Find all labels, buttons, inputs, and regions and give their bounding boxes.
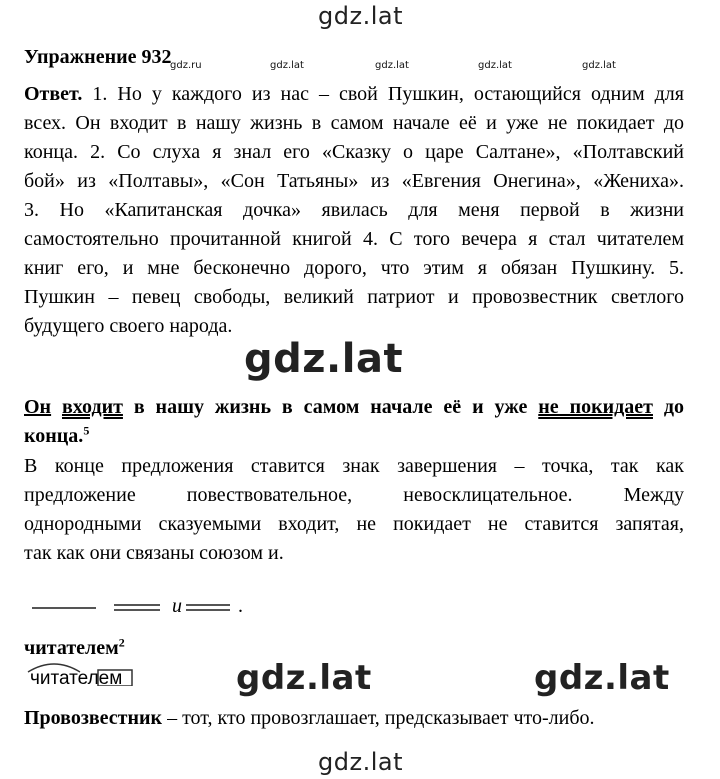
watermark-small: gdz.lat (270, 60, 304, 71)
watermark-big: gdz.lat (244, 336, 404, 382)
definition-term: Провозвестник (24, 707, 163, 729)
answer-line: самостоятельно прочитанной книгой 4. С того вечера я стал читателем (24, 228, 684, 250)
answer-line: книг его, и мне бесконечно дорого, что этим я обязан Пушкину. 5. (24, 257, 684, 279)
watermark-big: gdz.lat (534, 658, 670, 698)
explanation-line: так как они связаны союзом и. (24, 542, 284, 564)
explanation-line: предложение повествовательное, невосклицательное. Между (24, 484, 684, 506)
answer-line: бой» из «Полтавы», «Сон Татьяны» из «Евгения Онегина», «Жениха». (24, 170, 684, 192)
explanation-line: однородными сказуемыми входит, не покидает не ставится запятая, (24, 513, 684, 535)
parse-number: 5 (83, 423, 90, 438)
exercise-title: Упражнение 932 (24, 46, 172, 68)
word-label: читателем$^2$ (24, 635, 125, 659)
predicate: не покидает (538, 396, 653, 418)
answer-line: 3. Но «Капитанская дочка» явилась для меня первой в жизни (24, 199, 684, 221)
predicate: входит (62, 396, 123, 418)
parsed-sentence-line-1: Он входит в нашу жизнь в самом начале её и уже не покидает до (24, 396, 684, 418)
scheme-conjunction: и (172, 595, 182, 617)
answer-line-1: Ответ. 1. Но у каждого из нас – свой Пушкин, остающийся одним для (24, 83, 684, 105)
answer-label: Ответ. (24, 83, 83, 105)
word-boxed: читателем (30, 668, 123, 689)
morpheme-box (30, 668, 122, 690)
answer-line: конца. 2. Со слуха я знал его «Сказку о царе Салтане», «Полтавский (24, 141, 684, 163)
subject: Он (24, 396, 52, 418)
watermark-top: gdz.lat (318, 2, 403, 30)
watermark-big: gdz.lat (236, 658, 372, 698)
answer-line: всех. Он входит в нашу жизнь в самом начале её и уже не покидает до (24, 112, 684, 134)
answer-line: будущего своего народа. (24, 315, 233, 337)
answer-line: Пушкин – певец свободы, великий патриот и провозвестник светлого (24, 286, 684, 308)
parse-number: 2 (118, 635, 125, 650)
watermark-small: gdz.ru (170, 60, 202, 71)
explanation-line: В конце предложения ставится знак завершения – точка, так как (24, 455, 684, 477)
scheme-end: . (238, 595, 243, 617)
watermark-small: gdz.lat (582, 60, 616, 71)
watermark-small: gdz.lat (375, 60, 409, 71)
watermark-small: gdz.lat (478, 60, 512, 71)
definition: Провозвестник – тот, кто провозглашает, предсказывает что-либо. (24, 707, 595, 729)
parsed-sentence-line-2: конца.$^5$ (24, 423, 90, 447)
watermark-bottom: gdz.lat (318, 748, 403, 776)
morpheme-marks (24, 658, 136, 686)
sentence-scheme (24, 584, 264, 634)
